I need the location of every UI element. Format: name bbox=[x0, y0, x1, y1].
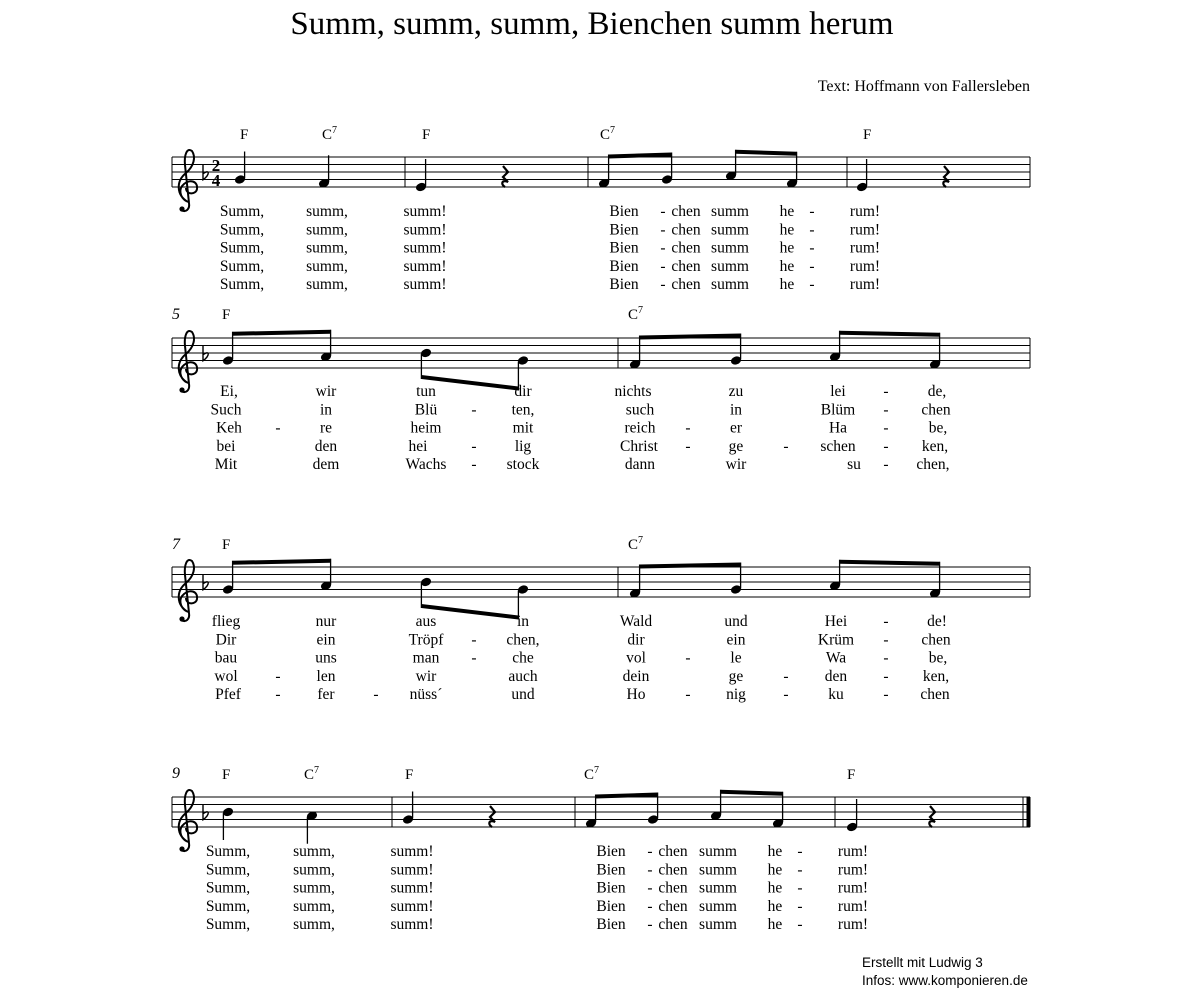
lyric-hyphen: - bbox=[647, 861, 653, 879]
chord-root: F bbox=[222, 537, 231, 553]
lyric-syllable: rum! bbox=[849, 203, 881, 220]
lyric-hyphen: - bbox=[471, 649, 477, 667]
chord-symbol bbox=[240, 127, 248, 143]
lyric-hyphen: - bbox=[660, 239, 666, 257]
lyric-syllable: man bbox=[412, 649, 440, 667]
lyric-syllable: uns bbox=[315, 649, 337, 667]
lyric-syllable: chen bbox=[671, 239, 701, 257]
lyric-syllable: Christ bbox=[620, 437, 658, 455]
chord-root: F bbox=[405, 767, 414, 783]
lyric-syllable: ein bbox=[726, 631, 746, 649]
lyric-hyphen: - bbox=[883, 631, 889, 649]
lyric-syllable: auch bbox=[508, 667, 538, 685]
lyric-syllable: wir bbox=[415, 667, 437, 685]
lyric-syllable: chen bbox=[671, 276, 701, 294]
lyric-syllable: summ! bbox=[403, 257, 447, 275]
lyric-syllable: summ! bbox=[390, 861, 434, 879]
lyric-syllable: und bbox=[724, 613, 748, 630]
lyric-syllable: fer bbox=[317, 686, 335, 704]
lyric-hyphen: - bbox=[275, 419, 281, 437]
page-title: Summ, summ, summ, Bienchen summ herum bbox=[290, 6, 894, 42]
treble-clef-dot bbox=[179, 387, 184, 392]
lyric-syllable: nüss´ bbox=[409, 686, 443, 704]
treble-clef-dot bbox=[179, 846, 184, 851]
lyric-hyphen: - bbox=[783, 437, 789, 455]
footer-info-link[interactable]: Infos: www.komponieren.de bbox=[862, 973, 1028, 988]
chord-symbol bbox=[863, 127, 871, 143]
lyric-syllable: summ, bbox=[306, 257, 348, 275]
lyric-syllable: Bien bbox=[609, 239, 639, 257]
lyric-syllable: dann bbox=[624, 456, 656, 474]
lyric-syllable: chen bbox=[921, 631, 951, 649]
lyric-syllable: Krüm bbox=[817, 631, 855, 649]
chord-symbol bbox=[322, 125, 337, 143]
lyric-hyphen: - bbox=[883, 419, 889, 437]
lyric-syllable: rum! bbox=[837, 879, 869, 897]
treble-clef-dot bbox=[179, 616, 184, 621]
lyric-syllable: ken, bbox=[922, 667, 950, 685]
lyric-syllable: re bbox=[319, 419, 333, 437]
lyric-syllable: summ bbox=[711, 239, 749, 257]
chord-extension: 7 bbox=[638, 535, 644, 546]
lyric-syllable: mit bbox=[512, 419, 534, 437]
note-beam bbox=[840, 560, 940, 566]
lyric-syllable: summ, bbox=[306, 221, 348, 239]
note-beam bbox=[233, 559, 331, 565]
lyric-syllable: chen bbox=[671, 221, 701, 239]
lyric-syllable: che bbox=[512, 649, 534, 667]
lyric-syllable: de, bbox=[927, 383, 947, 400]
lyric-syllable: Bien bbox=[596, 861, 626, 879]
note-beam bbox=[596, 793, 658, 799]
lyric-syllable: ken, bbox=[921, 437, 949, 455]
lyric-syllable: such bbox=[625, 401, 655, 419]
measure-number: 7 bbox=[172, 536, 180, 553]
lyric-hyphen: - bbox=[471, 631, 477, 649]
lyric-syllable: ge bbox=[728, 437, 744, 455]
lyric-syllable: chen bbox=[658, 916, 688, 934]
lyric-syllable: in bbox=[319, 401, 333, 419]
lyric-syllable: Ei, bbox=[220, 383, 238, 400]
lyric-syllable: reich bbox=[624, 419, 656, 437]
lyric-syllable: vol bbox=[626, 649, 646, 667]
lyric-syllable: summ bbox=[699, 916, 737, 934]
lyric-syllable: lig bbox=[514, 437, 532, 455]
lyric-hyphen: - bbox=[471, 437, 477, 455]
lyric-syllable: he bbox=[767, 843, 783, 860]
lyric-syllable: he bbox=[767, 879, 783, 897]
chord-symbol bbox=[222, 307, 230, 323]
chord-root: C bbox=[322, 127, 333, 143]
lyric-hyphen: - bbox=[797, 916, 803, 934]
lyric-syllable: nur bbox=[315, 613, 337, 630]
lyric-syllable: rum! bbox=[849, 257, 881, 275]
lyric-syllable: summ bbox=[711, 257, 749, 275]
chord-symbol bbox=[304, 765, 319, 783]
chord-root: F bbox=[222, 767, 231, 783]
lyric-syllable: rum! bbox=[837, 897, 869, 915]
chord-root: C bbox=[584, 767, 595, 783]
chord-root: C bbox=[628, 307, 639, 323]
lyric-syllable: chen bbox=[658, 897, 688, 915]
lyric-syllable: he bbox=[779, 276, 795, 294]
lyric-syllable: he bbox=[779, 257, 795, 275]
chord-symbol bbox=[222, 537, 230, 553]
note-beam bbox=[233, 330, 331, 336]
lyric-syllable: Ho bbox=[626, 686, 646, 704]
lyric-syllable: Summ, bbox=[205, 897, 251, 915]
lyric-syllable: bei bbox=[216, 437, 236, 455]
lyric-syllable: und bbox=[511, 686, 535, 704]
time-signature-top: 2 bbox=[211, 156, 221, 175]
lyric-syllable: chen bbox=[920, 686, 950, 704]
chord-symbol bbox=[222, 767, 230, 783]
lyric-hyphen: - bbox=[660, 276, 666, 294]
lyric-hyphen: - bbox=[809, 257, 815, 275]
lyric-hyphen: - bbox=[809, 203, 815, 220]
lyric-syllable: summ, bbox=[306, 203, 348, 220]
lyric-syllable: summ! bbox=[390, 916, 434, 934]
chord-root: F bbox=[847, 767, 856, 783]
lyric-hyphen: - bbox=[883, 613, 889, 630]
lyric-hyphen: - bbox=[809, 276, 815, 294]
lyric-syllable: summ, bbox=[293, 916, 335, 934]
treble-clef-dot bbox=[179, 206, 184, 211]
lyric-syllable: tun bbox=[416, 383, 436, 400]
lyric-syllable: chen bbox=[658, 861, 688, 879]
chord-symbol bbox=[405, 767, 413, 783]
lyric-syllable: chen bbox=[658, 843, 688, 860]
lyric-syllable: be, bbox=[928, 419, 948, 437]
lyric-hyphen: - bbox=[809, 239, 815, 257]
lyric-syllable: Summ, bbox=[219, 276, 265, 294]
chord-symbol bbox=[600, 125, 615, 143]
lyric-hyphen: - bbox=[685, 437, 691, 455]
lyric-syllable: summ, bbox=[293, 843, 335, 860]
lyric-syllable: Summ, bbox=[219, 221, 265, 239]
lyric-hyphen: - bbox=[275, 686, 281, 704]
lyric-syllable: Summ, bbox=[219, 203, 265, 220]
lyric-syllable: summ! bbox=[403, 276, 447, 294]
lyric-syllable: summ! bbox=[390, 843, 434, 860]
lyric-syllable: schen bbox=[820, 437, 856, 455]
lyric-hyphen: - bbox=[797, 879, 803, 897]
lyric-syllable: dem bbox=[312, 456, 340, 474]
chord-root: F bbox=[240, 127, 249, 143]
chord-extension: 7 bbox=[638, 305, 644, 316]
lyric-syllable: stock bbox=[506, 456, 540, 474]
lyric-syllable: su bbox=[847, 456, 861, 474]
note-beam bbox=[840, 331, 940, 337]
lyric-syllable: summ, bbox=[293, 879, 335, 897]
lyric-syllable: Summ, bbox=[205, 879, 251, 897]
lyric-hyphen: - bbox=[647, 879, 653, 897]
lyric-syllable: rum! bbox=[837, 916, 869, 934]
quarter-rest bbox=[502, 166, 508, 187]
lyric-hyphen: - bbox=[685, 419, 691, 437]
lyric-hyphen: - bbox=[660, 257, 666, 275]
system-1 bbox=[172, 125, 1030, 293]
lyric-syllable: Bien bbox=[596, 916, 626, 934]
lyric-syllable: nichts bbox=[614, 383, 652, 400]
lyric-hyphen: - bbox=[647, 897, 653, 915]
footer-created-with: Erstellt mit Ludwig 3 bbox=[862, 955, 983, 970]
lyric-hyphen: - bbox=[883, 401, 889, 419]
lyric-hyphen: - bbox=[797, 843, 803, 860]
lyric-syllable: Blü bbox=[414, 401, 438, 419]
chord-root: F bbox=[222, 307, 231, 323]
measure-number: 9 bbox=[172, 765, 180, 782]
chord-symbol bbox=[584, 765, 599, 783]
lyric-syllable: dein bbox=[622, 667, 650, 685]
lyric-syllable: nig bbox=[726, 686, 746, 704]
lyric-hyphen: - bbox=[471, 456, 477, 474]
lyric-syllable: lei bbox=[830, 383, 846, 400]
lyric-syllable: wir bbox=[725, 456, 747, 474]
lyric-syllable: Dir bbox=[215, 631, 237, 649]
lyric-syllable: in bbox=[729, 401, 743, 419]
lyric-syllable: summ! bbox=[403, 203, 447, 220]
chord-root: C bbox=[600, 127, 611, 143]
lyric-syllable: Wa bbox=[825, 649, 847, 667]
treble-clef bbox=[179, 560, 197, 621]
lyric-syllable: in bbox=[516, 613, 530, 630]
lyric-hyphen: - bbox=[883, 667, 889, 685]
lyric-syllable: chen, bbox=[506, 631, 540, 649]
lyric-syllable: summ bbox=[711, 221, 749, 239]
lyric-syllable: he bbox=[779, 221, 795, 239]
lyric-hyphen: - bbox=[685, 686, 691, 704]
lyric-syllable: heim bbox=[410, 419, 442, 437]
system-2 bbox=[172, 305, 1030, 473]
lyric-syllable: wir bbox=[315, 383, 337, 400]
lyric-hyphen: - bbox=[685, 649, 691, 667]
lyric-syllable: chen bbox=[921, 401, 951, 419]
chord-extension: 7 bbox=[314, 765, 320, 776]
lyric-syllable: flieg bbox=[211, 613, 241, 630]
lyric-syllable: de! bbox=[927, 613, 947, 630]
lyric-syllable: Bien bbox=[596, 843, 626, 860]
chord-extension: 7 bbox=[610, 125, 616, 136]
chord-root: F bbox=[863, 127, 872, 143]
lyric-syllable: summ bbox=[699, 843, 737, 860]
lyric-syllable: rum! bbox=[849, 276, 881, 294]
lyric-syllable: be, bbox=[928, 649, 948, 667]
lyric-syllable: Wachs bbox=[405, 456, 447, 474]
lyric-syllable: summ! bbox=[390, 897, 434, 915]
lyric-hyphen: - bbox=[883, 456, 889, 474]
treble-clef bbox=[179, 150, 197, 211]
lyric-hyphen: - bbox=[660, 221, 666, 239]
lyric-syllable: Bien bbox=[609, 221, 639, 239]
lyric-syllable: summ bbox=[699, 879, 737, 897]
lyric-syllable: len bbox=[316, 667, 336, 685]
lyric-syllable: Keh bbox=[216, 419, 242, 437]
lyricist-credit: Text: Hoffmann von Fallersleben bbox=[817, 78, 1030, 95]
lyric-syllable: dir bbox=[627, 631, 645, 649]
lyric-syllable: Summ, bbox=[205, 843, 251, 860]
lyric-hyphen: - bbox=[471, 401, 477, 419]
lyric-hyphen: - bbox=[883, 437, 889, 455]
quarter-rest bbox=[943, 166, 949, 187]
lyric-hyphen: - bbox=[797, 897, 803, 915]
lyric-syllable: den bbox=[314, 437, 338, 455]
lyric-syllable: he bbox=[767, 916, 783, 934]
lyric-syllable: le bbox=[730, 649, 742, 667]
lyric-hyphen: - bbox=[883, 649, 889, 667]
chord-symbol bbox=[422, 127, 430, 143]
lyric-hyphen: - bbox=[647, 843, 653, 860]
lyric-hyphen: - bbox=[883, 686, 889, 704]
lyric-syllable: summ, bbox=[306, 239, 348, 257]
lyric-hyphen: - bbox=[660, 203, 666, 220]
lyric-syllable: er bbox=[729, 419, 743, 437]
system-4 bbox=[172, 765, 1030, 933]
lyric-syllable: den bbox=[824, 667, 848, 685]
lyric-syllable: zu bbox=[728, 383, 744, 400]
note-beam bbox=[640, 563, 741, 569]
chord-extension: 7 bbox=[594, 765, 600, 776]
lyric-syllable: summ! bbox=[403, 239, 447, 257]
quarter-rest bbox=[489, 806, 495, 827]
lyric-syllable: Mit bbox=[214, 456, 238, 474]
chord-root: F bbox=[422, 127, 431, 143]
lyric-syllable: Pfef bbox=[215, 686, 241, 704]
measure-number: 5 bbox=[172, 306, 180, 323]
lyric-syllable: Summ, bbox=[205, 861, 251, 879]
lyric-syllable: he bbox=[767, 897, 783, 915]
lyric-hyphen: - bbox=[783, 686, 789, 704]
note-beam bbox=[609, 153, 672, 159]
lyric-syllable: ten, bbox=[511, 401, 535, 419]
lyric-hyphen: - bbox=[883, 383, 889, 400]
lyric-hyphen: - bbox=[809, 221, 815, 239]
lyric-syllable: summ bbox=[699, 897, 737, 915]
chord-symbol bbox=[628, 535, 643, 553]
chord-symbol bbox=[628, 305, 643, 323]
lyric-syllable: summ bbox=[711, 203, 749, 220]
lyric-syllable: summ! bbox=[403, 221, 447, 239]
system-3 bbox=[172, 535, 1030, 703]
lyric-hyphen: - bbox=[275, 667, 281, 685]
treble-clef bbox=[179, 331, 197, 392]
lyric-syllable: wol bbox=[214, 667, 238, 685]
lyric-syllable: ein bbox=[316, 631, 336, 649]
lyric-syllable: ge bbox=[728, 667, 744, 685]
lyric-hyphen: - bbox=[373, 686, 379, 704]
lyric-syllable: hei bbox=[408, 437, 428, 455]
lyric-syllable: Bien bbox=[596, 879, 626, 897]
lyric-syllable: Hei bbox=[824, 613, 848, 630]
lyric-syllable: summ bbox=[711, 276, 749, 294]
lyric-syllable: summ, bbox=[306, 276, 348, 294]
quarter-rest bbox=[929, 806, 935, 827]
chord-symbol bbox=[847, 767, 855, 783]
note-beam bbox=[736, 150, 797, 156]
lyric-syllable: Such bbox=[210, 401, 242, 419]
chord-extension: 7 bbox=[332, 125, 338, 136]
lyric-syllable: he bbox=[767, 861, 783, 879]
lyric-syllable: Summ, bbox=[219, 257, 265, 275]
lyric-syllable: Ha bbox=[828, 419, 848, 437]
lyric-syllable: he bbox=[779, 239, 795, 257]
lyric-hyphen: - bbox=[647, 916, 653, 934]
lyric-syllable: summ bbox=[699, 861, 737, 879]
lyric-syllable: dir bbox=[514, 383, 532, 400]
lyric-syllable: Bien bbox=[609, 276, 639, 294]
lyric-syllable: chen bbox=[671, 203, 701, 220]
lyric-syllable: Blüm bbox=[820, 401, 856, 419]
lyric-syllable: summ, bbox=[293, 897, 335, 915]
lyric-hyphen: - bbox=[783, 667, 789, 685]
lyric-syllable: bau bbox=[214, 649, 238, 667]
lyric-syllable: rum! bbox=[837, 843, 869, 860]
lyric-syllable: Summ, bbox=[219, 239, 265, 257]
lyric-syllable: rum! bbox=[849, 221, 881, 239]
lyric-hyphen: - bbox=[797, 861, 803, 879]
lyric-syllable: ku bbox=[828, 686, 844, 704]
lyric-syllable: Summ, bbox=[205, 916, 251, 934]
note-beam bbox=[721, 790, 783, 796]
lyric-syllable: Wald bbox=[619, 613, 653, 630]
score-systems bbox=[172, 125, 1030, 933]
lyric-syllable: Bien bbox=[609, 203, 639, 220]
lyric-syllable: rum! bbox=[837, 861, 869, 879]
note-beam bbox=[640, 334, 741, 340]
lyric-syllable: rum! bbox=[849, 239, 881, 257]
chord-root: C bbox=[304, 767, 315, 783]
lyric-syllable: summ, bbox=[293, 861, 335, 879]
note-beam bbox=[421, 375, 518, 391]
lyric-syllable: chen bbox=[658, 879, 688, 897]
lyric-syllable: Bien bbox=[596, 897, 626, 915]
lyric-syllable: Tröpf bbox=[408, 631, 444, 649]
lyric-syllable: he bbox=[779, 203, 795, 220]
lyric-syllable: chen, bbox=[916, 456, 950, 474]
lyric-syllable: summ! bbox=[390, 879, 434, 897]
chord-root: C bbox=[628, 537, 639, 553]
time-signature-bottom: 4 bbox=[211, 171, 221, 190]
lyric-syllable: chen bbox=[671, 257, 701, 275]
lyric-syllable: aus bbox=[415, 613, 437, 630]
lyric-syllable: Bien bbox=[609, 257, 639, 275]
treble-clef bbox=[179, 790, 197, 851]
